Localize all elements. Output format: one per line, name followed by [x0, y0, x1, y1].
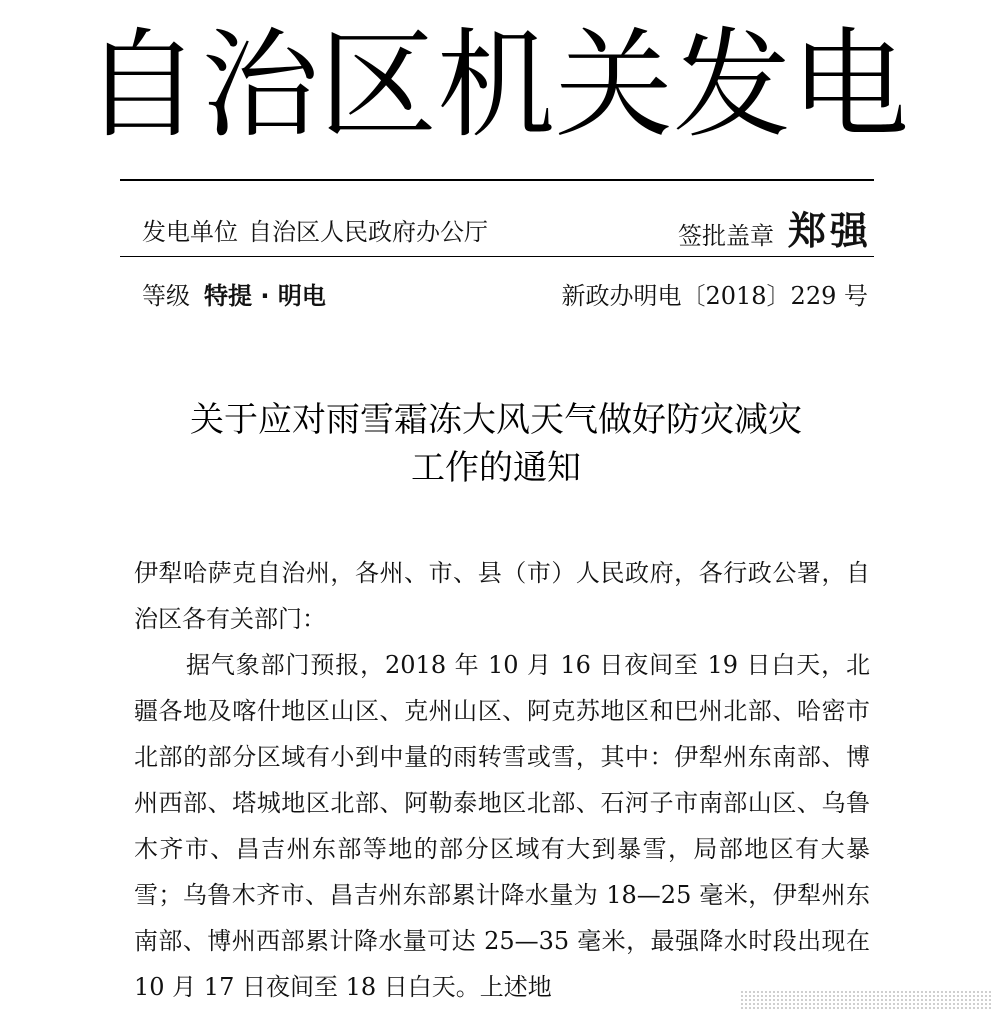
page-edge-texture — [740, 990, 992, 1009]
notice-body — [134, 550, 870, 1010]
sender-field — [142, 212, 488, 247]
middle-divider — [120, 256, 874, 257]
level-row — [142, 272, 868, 312]
approval-field — [678, 200, 872, 255]
addressee-paragraph: 伊犁哈萨克自治州，各州、市、县（市）人民政府，各行政公署，自治区各有关部门： — [134, 559, 870, 633]
top-divider — [120, 179, 874, 181]
document-number: 新政办明电〔2018〕229 号 — [561, 282, 868, 310]
sender-label: 发电单位 — [142, 218, 238, 246]
masthead-title: 自治区机关发电 — [83, 16, 910, 154]
body-paragraph-1: 据气象部门预报，2018 年 10 月 16 日夜间至 19 日白天，北疆各地及喀什地区山区、克州山区、阿克苏地区和巴州北部、哈密市北部的部分区域有小到中量的雨转雪或雪，其中：伊犁州东南部、博州西部、塔城地区北部、阿勒泰地区北部、石河子市南部山区、乌鲁木齐市、昌吉州东部等地的部分区域有大到暴雪，局部地区有大暴雪；乌鲁木齐市、昌吉州东部累计降水量为 18—25 毫米，伊犁州东南部、博州西部累计降水量可达 25—35 毫米，最强降水时段出现在 10 月 17 日夜间至 18 日白天。上述地 — [134, 651, 870, 1001]
level-label: 等级 — [142, 282, 190, 310]
approval-signature: 郑强 — [787, 209, 872, 253]
notice-title-line-2: 工作的通知 — [411, 448, 581, 488]
sender-value: 自治区人民政府办公厅 — [248, 218, 488, 246]
level-value: 特提 · 明电 — [204, 282, 326, 310]
level-field — [142, 276, 326, 311]
approval-label: 签批盖章 — [677, 222, 774, 250]
sender-row — [142, 200, 872, 252]
notice-title-line-1: 关于应对雨雪霜冻大风天气做好防灾减灾 — [190, 400, 802, 440]
notice-title — [120, 396, 872, 492]
